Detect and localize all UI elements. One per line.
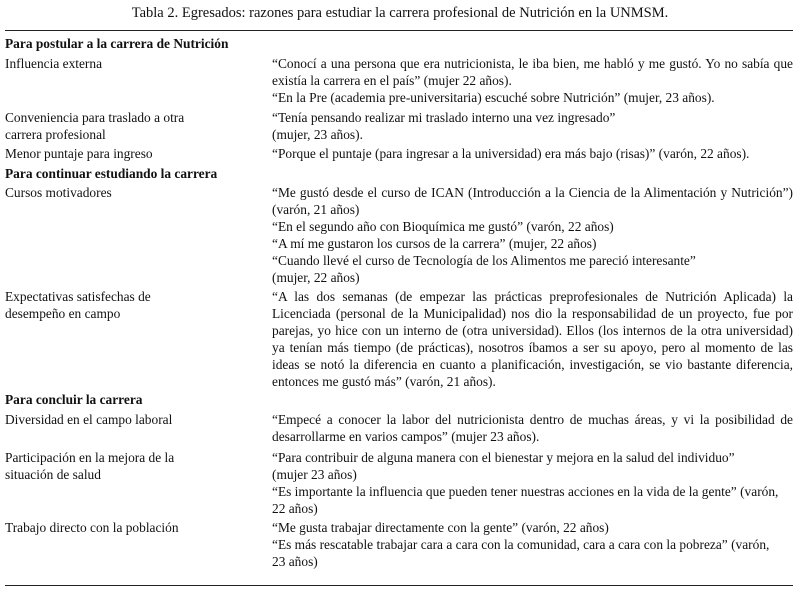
row-quotes — [272, 145, 793, 164]
quote: “En la Pre (academia pre-universitaria) escuché sobre Nutrición” (mujer, 23 años). — [272, 90, 715, 105]
row-label: Influencia externa — [5, 56, 103, 71]
section-heading-postular: Para postular a la carrera de Nutrición — [5, 36, 229, 51]
quote: “Conocí a una persona que era nutricionista, le iba bien, me habló y me gustó. Yo no sabía que existía la carrera en el país” (mujer 22 años). — [272, 56, 793, 88]
quote: “Porque el puntaje (para ingresar a la universidad) era más bajo (risas)” (varón, 22 años). — [272, 146, 750, 161]
quote: “A mí me gustaron los cursos de la carrera” (mujer, 22 años) — [272, 236, 597, 251]
table-title: Tabla 2. Egresados: razones para estudiar la carrera profesional de Nutrición en la UNMSM. — [131, 5, 669, 21]
row-label: Diversidad en el campo laboral — [5, 412, 173, 427]
quote: “A las dos semanas (de empezar las prácticas preprofesionales de Nutrición Aplicada) la Licenciada (personal de la Municipalidad) nos dio la responsabilidad de un proyecto, fue por parejas, yo hice con un interno de (otra universidad). Ellos (los internos de la otra universidad) ya tenían más tiempo (de prácticas), nosotros íbamos a ser su apoyo, pero al momento de las ideas se notó la diferencia en cuanto a planificación, investigación, se vio bastante diferencia, entonces me gustó más” (varón, 21 años). — [272, 289, 793, 389]
row-quotes — [272, 411, 793, 445]
table-row-cursos — [5, 184, 793, 288]
quote: “Es importante la influencia que pueden tener nuestras acciones en la vida de la gente” (varón, 22 años) — [272, 484, 779, 516]
table-row-participacion — [5, 449, 793, 517]
table-row-trabajo — [5, 519, 793, 571]
table-row-conveniencia — [5, 109, 793, 145]
row-label: Menor puntaje para ingreso — [5, 146, 153, 161]
row-quotes — [272, 449, 793, 517]
quote: “Tenía pensando realizar mi traslado interno una vez ingresado” (mujer, 23 años). — [272, 110, 616, 142]
table-row-influencia — [5, 55, 793, 107]
quote: “Para contribuir de alguna manera con el bienestar y mejora en la salud del individuo” (mujer 23 años) — [272, 450, 735, 482]
table-row-expectativas — [5, 288, 793, 390]
row-quotes — [272, 288, 793, 390]
quote: “Cuando llevé el curso de Tecnología de los Alimentos me pareció interesante” (mujer, 22 años) — [272, 253, 696, 285]
quote: “En el segundo año con Bioquímica me gustó” (varón, 22 años) — [272, 219, 614, 234]
row-label: Cursos motivadores — [5, 185, 112, 200]
bottom-rule — [5, 585, 793, 586]
row-quotes — [272, 184, 793, 288]
quote: “Es más rescatable trabajar cara a cara con la comunidad, cara a cara con la pobreza” (varón, 23 años) — [272, 537, 770, 569]
row-quotes — [272, 519, 793, 571]
section-heading-concluir: Para concluir la carrera — [5, 392, 143, 407]
row-label: Participación en la mejora de la situación de salud — [5, 450, 175, 482]
top-rule — [5, 30, 793, 31]
row-quotes — [272, 109, 793, 145]
row-label: Conveniencia para traslado a otra carrera profesional — [5, 110, 185, 142]
table-row-puntaje — [5, 145, 793, 164]
section-heading-continuar: Para continuar estudiando la carrera — [5, 166, 218, 181]
reasons-table — [5, 34, 793, 571]
quote: “Empecé a conocer la labor del nutricionista dentro de muchas áreas, y vi la posibilidad de desarrollarme en varios campos” (mujer 23 años). — [272, 412, 793, 444]
row-quotes — [272, 55, 793, 107]
row-label: Expectativas satisfechas de desempeño en campo — [5, 289, 151, 321]
quote: “Me gusta trabajar directamente con la gente” (varón, 22 años) — [272, 520, 609, 535]
quote: “Me gustó desde el curso de ICAN (Introducción a la Ciencia de la Alimentación y Nutrición”) (varón, 21 años) — [272, 185, 793, 217]
table-row-diversidad — [5, 411, 793, 445]
row-label: Trabajo directo con la población — [5, 520, 179, 535]
